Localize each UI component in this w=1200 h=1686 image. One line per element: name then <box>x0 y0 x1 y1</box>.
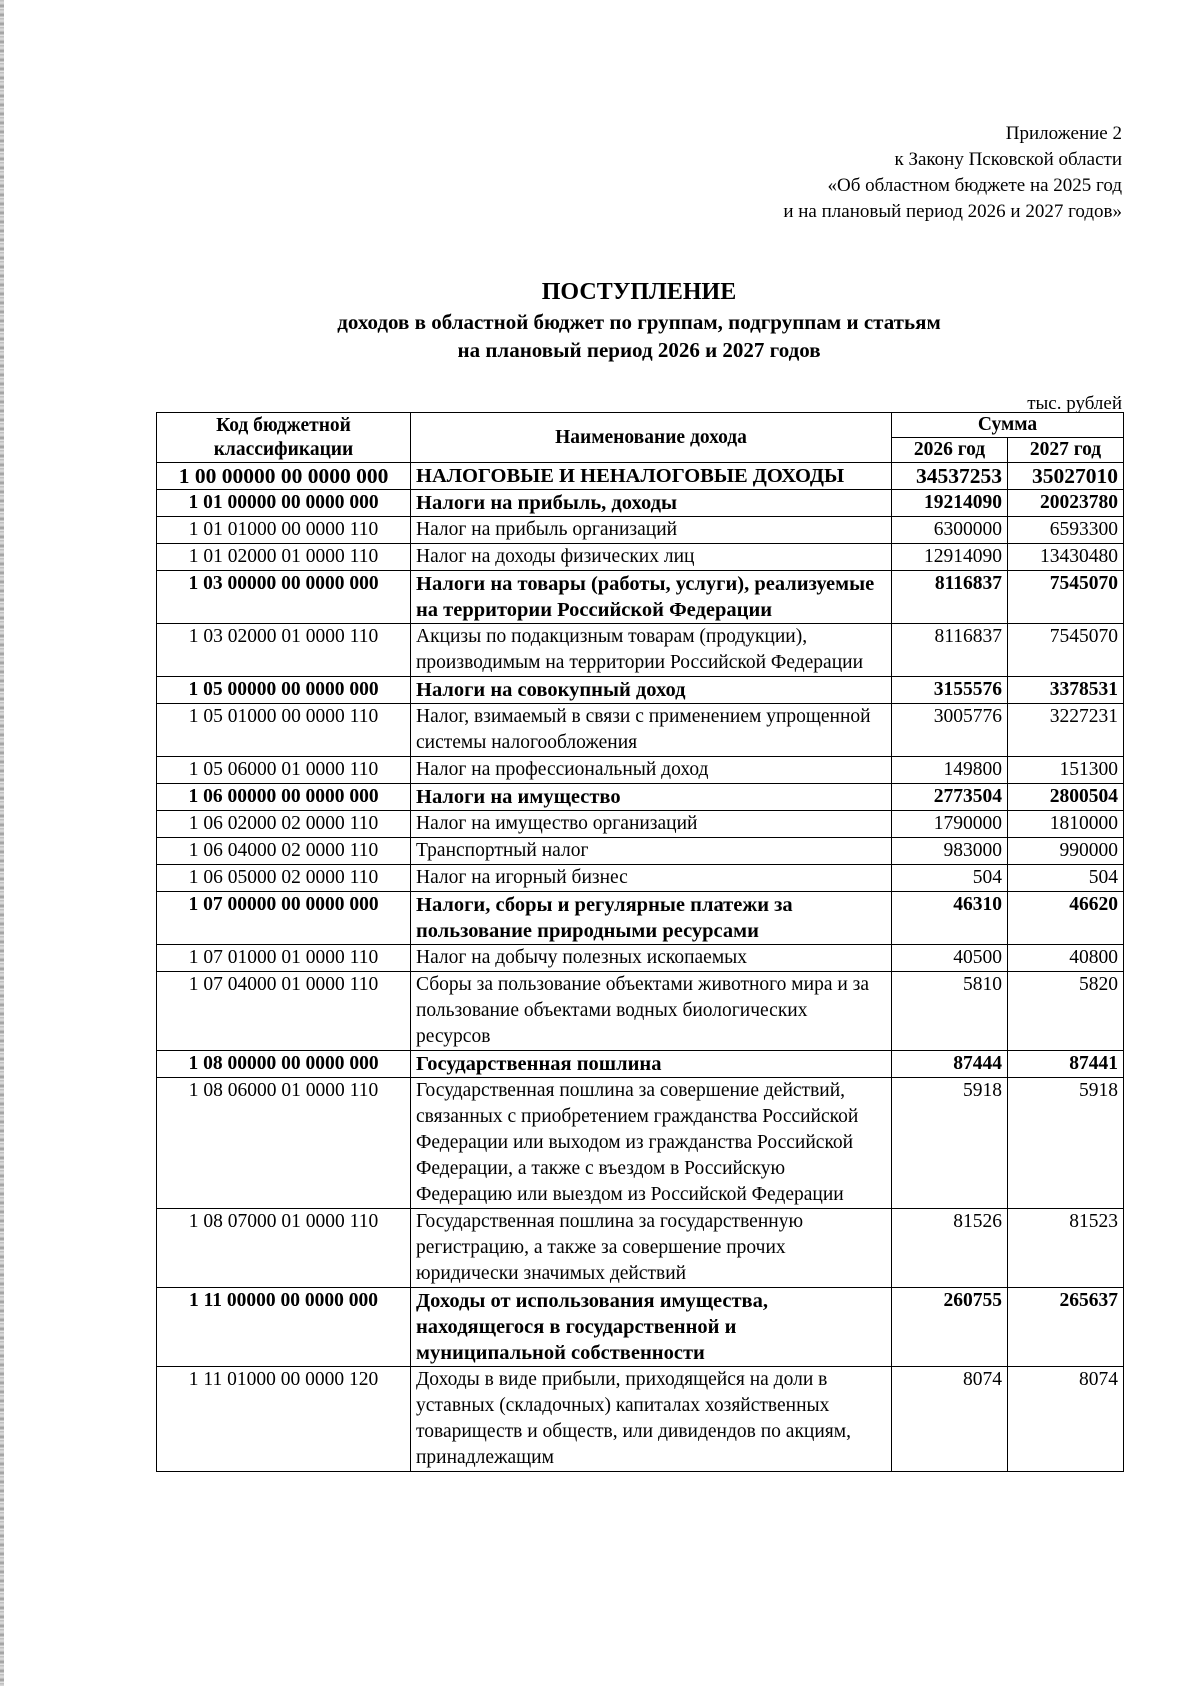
amount-2027-cell: 7545070 <box>1008 624 1124 677</box>
table-row <box>157 704 1124 757</box>
income-name-cell: Государственная пошлина за государственную регистрацию, а также за совершение прочих юридически значимых действий <box>411 1209 892 1288</box>
header-year-2027: 2027 год <box>1008 438 1124 463</box>
budget-code-cell: 1 06 05000 02 0000 110 <box>157 865 411 892</box>
amount-2027-cell: 5820 <box>1008 972 1124 1051</box>
appendix-line: к Закону Псковской области <box>894 149 1122 170</box>
table-row <box>157 892 1124 945</box>
appendix-line: «Об областном бюджете на 2025 год <box>827 175 1122 196</box>
income-name-cell: Налоги на прибыль, доходы <box>411 490 892 517</box>
amount-2027-cell: 46620 <box>1008 892 1124 945</box>
amount-2027-cell: 504 <box>1008 865 1124 892</box>
amount-2026-cell: 3155576 <box>892 677 1008 704</box>
income-name-cell: Налог на доходы физических лиц <box>411 544 892 571</box>
amount-2026-cell: 40500 <box>892 945 1008 972</box>
income-name-cell: Транспортный налог <box>411 838 892 865</box>
income-name-cell: Государственная пошлина <box>411 1051 892 1078</box>
amount-2027-cell: 5918 <box>1008 1078 1124 1209</box>
table-row <box>157 1051 1124 1078</box>
header-name: Наименование дохода <box>411 413 892 463</box>
units-label: тыс. рублей <box>1027 393 1122 414</box>
budget-code-cell: 1 07 00000 00 0000 000 <box>157 892 411 945</box>
amount-2026-cell: 149800 <box>892 757 1008 784</box>
amount-2027-cell: 151300 <box>1008 757 1124 784</box>
amount-2027-cell: 1810000 <box>1008 811 1124 838</box>
table-row <box>157 865 1124 892</box>
title-main: ПОСТУПЛЕНИЕ <box>541 279 737 305</box>
budget-code-cell: 1 05 06000 01 0000 110 <box>157 757 411 784</box>
amount-2026-cell: 8116837 <box>892 624 1008 677</box>
table-row <box>157 1367 1124 1472</box>
amount-2027-cell: 40800 <box>1008 945 1124 972</box>
table-row <box>157 490 1124 517</box>
amount-2027-cell: 265637 <box>1008 1288 1124 1367</box>
revenue-table <box>156 412 1124 1472</box>
amount-2026-cell: 8074 <box>892 1367 1008 1472</box>
amount-2026-cell: 46310 <box>892 892 1008 945</box>
amount-2026-cell: 87444 <box>892 1051 1008 1078</box>
amount-2026-cell: 81526 <box>892 1209 1008 1288</box>
scan-edge <box>0 0 4 1686</box>
table-row <box>157 624 1124 677</box>
header-year-2026: 2026 год <box>892 438 1008 463</box>
table-row <box>157 463 1124 490</box>
amount-2026-cell: 3005776 <box>892 704 1008 757</box>
budget-code-cell: 1 03 02000 01 0000 110 <box>157 624 411 677</box>
table-row <box>157 517 1124 544</box>
amount-2027-cell: 3227231 <box>1008 704 1124 757</box>
amount-2026-cell: 6300000 <box>892 517 1008 544</box>
amount-2027-cell: 6593300 <box>1008 517 1124 544</box>
amount-2027-cell: 2800504 <box>1008 784 1124 811</box>
budget-code-cell: 1 11 00000 00 0000 000 <box>157 1288 411 1367</box>
income-name-cell: Налоги на имущество <box>411 784 892 811</box>
budget-code-cell: 1 05 01000 00 0000 110 <box>157 704 411 757</box>
income-name-cell: Налоги на товары (работы, услуги), реализуемые на территории Российской Федерации <box>411 571 892 624</box>
amount-2026-cell: 983000 <box>892 838 1008 865</box>
header-sum: Сумма <box>892 413 1124 438</box>
table-row <box>157 677 1124 704</box>
income-name-cell: Налог на имущество организаций <box>411 811 892 838</box>
budget-code-cell: 1 01 00000 00 0000 000 <box>157 490 411 517</box>
table-row <box>157 1288 1124 1367</box>
table-row <box>157 757 1124 784</box>
amount-2026-cell: 260755 <box>892 1288 1008 1367</box>
table-row <box>157 945 1124 972</box>
income-name-cell: Налог, взимаемый в связи с применением упрощенной системы налогообложения <box>411 704 892 757</box>
budget-code-cell: 1 06 04000 02 0000 110 <box>157 838 411 865</box>
amount-2026-cell: 5918 <box>892 1078 1008 1209</box>
budget-code-cell: 1 00 00000 00 0000 000 <box>157 463 411 490</box>
amount-2027-cell: 35027010 <box>1008 463 1124 490</box>
table-row <box>157 784 1124 811</box>
budget-code-cell: 1 01 02000 01 0000 110 <box>157 544 411 571</box>
amount-2026-cell: 34537253 <box>892 463 1008 490</box>
title-subtitle: на плановый период 2026 и 2027 годов <box>457 338 821 362</box>
income-name-cell: Акцизы по подакцизным товарам (продукции), производимым на территории Российской Федерации <box>411 624 892 677</box>
budget-code-cell: 1 05 00000 00 0000 000 <box>157 677 411 704</box>
income-name-cell: Доходы в виде прибыли, приходящейся на доли в уставных (складочных) капиталах хозяйственных товариществ и обществ, или дивидендов по акциям, принадлежащим <box>411 1367 892 1472</box>
income-name-cell: Налоги, сборы и регулярные платежи за пользование природными ресурсами <box>411 892 892 945</box>
table-row <box>157 972 1124 1051</box>
budget-code-cell: 1 06 00000 00 0000 000 <box>157 784 411 811</box>
header-code: Код бюджетной классификации <box>157 413 411 463</box>
table-row <box>157 544 1124 571</box>
amount-2026-cell: 19214090 <box>892 490 1008 517</box>
budget-code-cell: 1 08 06000 01 0000 110 <box>157 1078 411 1209</box>
budget-code-cell: 1 06 02000 02 0000 110 <box>157 811 411 838</box>
budget-code-cell: 1 03 00000 00 0000 000 <box>157 571 411 624</box>
table-row <box>157 838 1124 865</box>
income-name-cell: Налоги на совокупный доход <box>411 677 892 704</box>
budget-code-cell: 1 08 07000 01 0000 110 <box>157 1209 411 1288</box>
amount-2026-cell: 12914090 <box>892 544 1008 571</box>
amount-2027-cell: 7545070 <box>1008 571 1124 624</box>
title-subtitle: доходов в областной бюджет по группам, подгруппам и статьям <box>337 310 941 334</box>
income-name-cell: Налог на прибыль организаций <box>411 517 892 544</box>
income-name-cell: Налог на добычу полезных ископаемых <box>411 945 892 972</box>
amount-2027-cell: 20023780 <box>1008 490 1124 517</box>
table-row <box>157 1209 1124 1288</box>
table-row <box>157 1078 1124 1209</box>
appendix-line: и на плановый период 2026 и 2027 годов» <box>783 201 1122 222</box>
income-name-cell: Налог на профессиональный доход <box>411 757 892 784</box>
amount-2026-cell: 2773504 <box>892 784 1008 811</box>
income-name-cell: Доходы от использования имущества, находящегося в государственной и муниципальной собственности <box>411 1288 892 1367</box>
appendix-line: Приложение 2 <box>1005 123 1122 144</box>
income-name-cell: Сборы за пользование объектами животного мира и за пользование объектами водных биологических ресурсов <box>411 972 892 1051</box>
table-row <box>157 811 1124 838</box>
amount-2026-cell: 8116837 <box>892 571 1008 624</box>
amount-2026-cell: 1790000 <box>892 811 1008 838</box>
budget-code-cell: 1 01 01000 00 0000 110 <box>157 517 411 544</box>
document-title <box>160 276 1118 364</box>
income-name-cell: НАЛОГОВЫЕ И НЕНАЛОГОВЫЕ ДОХОДЫ <box>411 463 892 490</box>
income-name-cell: Государственная пошлина за совершение действий, связанных с приобретением гражданства Российской Федерации или выходом из гражданства Российской Федерации, а также с въездом в Российскую Федерацию или выездом из Российской Федерации <box>411 1078 892 1209</box>
budget-code-cell: 1 07 04000 01 0000 110 <box>157 972 411 1051</box>
income-name-cell: Налог на игорный бизнес <box>411 865 892 892</box>
budget-code-cell: 1 07 01000 01 0000 110 <box>157 945 411 972</box>
amount-2027-cell: 3378531 <box>1008 677 1124 704</box>
amount-2027-cell: 13430480 <box>1008 544 1124 571</box>
amount-2027-cell: 87441 <box>1008 1051 1124 1078</box>
amount-2027-cell: 990000 <box>1008 838 1124 865</box>
table-body <box>157 463 1124 1472</box>
budget-code-cell: 1 11 01000 00 0000 120 <box>157 1367 411 1472</box>
table-row <box>157 571 1124 624</box>
amount-2026-cell: 5810 <box>892 972 1008 1051</box>
amount-2027-cell: 81523 <box>1008 1209 1124 1288</box>
table-header-row <box>157 413 1124 438</box>
amount-2026-cell: 504 <box>892 865 1008 892</box>
budget-code-cell: 1 08 00000 00 0000 000 <box>157 1051 411 1078</box>
amount-2027-cell: 8074 <box>1008 1367 1124 1472</box>
appendix-note <box>783 121 1122 225</box>
